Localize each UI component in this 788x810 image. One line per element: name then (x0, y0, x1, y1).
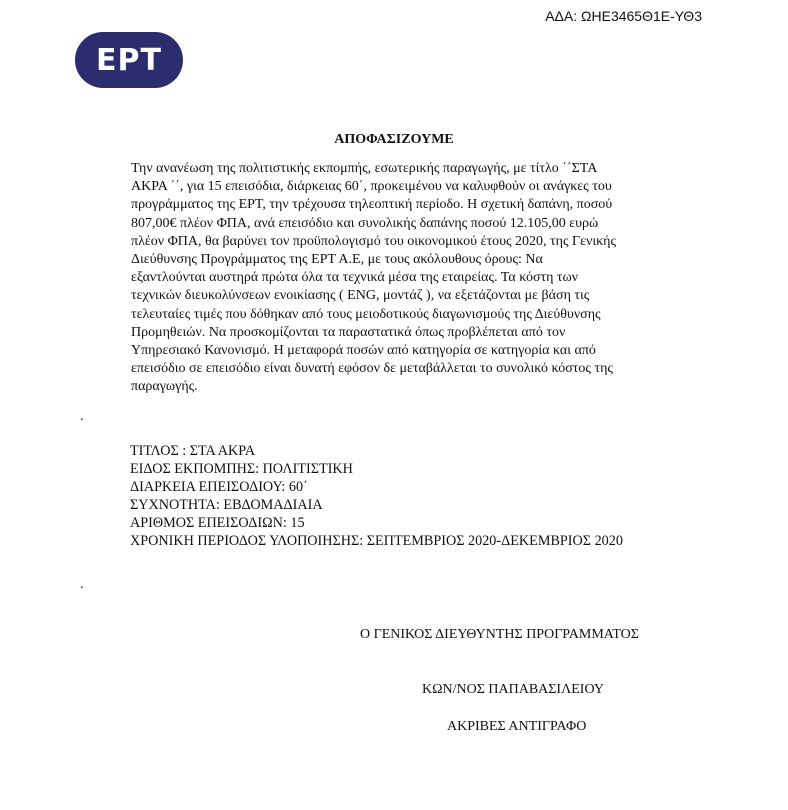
detail-episode-count: ΑΡΙΘΜΟΣ ΕΠΕΙΣΟΔΙΩΝ: 15 (130, 515, 305, 532)
decision-heading: ΑΠΟΦΑΣΙΖΟΥΜΕ (334, 132, 454, 147)
decision-body (131, 160, 696, 397)
body-line: 807,00€ πλέον ΦΠΑ, ανά επεισόδιο και συνολικής δαπάνης ποσού 12.105,00 ευρώ (131, 215, 599, 231)
separator-dot: . (80, 409, 84, 424)
body-line: επεισόδιο σε επεισόδιο είναι δυνατή εφόσον δε μεταβάλλεται το συνολικό κόστος της (131, 361, 613, 377)
ada-reference: ΑΔΑ: ΩΗΕ3465Θ1Ε-ΥΘ3 (545, 8, 702, 24)
detail-period: ΧΡΟΝΙΚΗ ΠΕΡΙΟΔΟΣ ΥΛΟΠΟΙΗΣΗΣ: ΣΕΠΤΕΜΒΡΙΟΣ 2020-ΔΕΚΕΜΒΡΙΟΣ 2020 (130, 533, 623, 550)
body-line: εξαντλούνται αυστηρά πρώτα όλα τα τεχνικά μέσα της εταιρείας. Τα κόστη των (131, 270, 579, 286)
body-line: ΑΚΡΑ ΄΄, για 15 επεισόδια, διάρκειας 60΄, προκειμένου να καλυφθούν οι ανάγκες του (131, 179, 612, 195)
body-line: τελευταίες τιμές που δόθηκαν από τους μειοδοτικούς διαγωνισμούς της Διεύθυνσης (131, 306, 601, 322)
detail-genre: ΕΙΔΟΣ ΕΚΠΟΜΠΗΣ: ΠΟΛΙΤΙΣΤΙΚΗ (130, 461, 353, 478)
body-line: Προμηθειών. Να προσκομίζονται τα παραστατικά όπως προβλέπεται από τον (131, 324, 566, 340)
detail-duration: ΔΙΑΡΚΕΙΑ ΕΠΕΙΣΟΔΙΟΥ: 60΄ (130, 479, 308, 496)
ert-logo (75, 32, 183, 88)
body-line: προγράμματος της ΕΡΤ, την τρέχουσα τηλεοπτική περίοδο. Η σχετική δαπάνη, ποσού (131, 197, 613, 213)
detail-frequency: ΣΥΧΝΟΤΗΤΑ: ΕΒΔΟΜΑΔΙΑΙΑ (130, 497, 323, 514)
ert-logo-text: ΕΡΤ (96, 42, 162, 78)
body-line: πλέον ΦΠΑ, θα βαρύνει τον προϋπολογισμό του οικονομικού έτους 2020, της Γενικής (131, 233, 617, 249)
separator-dot: . (80, 577, 84, 592)
body-line: Διεύθυνσης Προγράμματος της ΕΡΤ Α.Ε, με τους ακόλουθους όρους: Να (131, 252, 543, 268)
body-line: Την ανανέωση της πολιτιστικής εκπομπής, εσωτερικής παραγωγής, με τίτλο ΄΄ΣΤΑ (131, 161, 598, 176)
detail-title: ΤΙΤΛΟΣ : ΣΤΑ ΑΚΡΑ (130, 443, 256, 459)
true-copy-note: ΑΚΡΙΒΕΣ ΑΝΤΙΓΡΑΦΟ (447, 719, 587, 734)
body-line: Υπηρεσιακό Κανονισμό. Η μεταφορά ποσών από κατηγορία σε κατηγορία και από (131, 343, 596, 359)
body-line: τεχνικών διευκολύνσεων ενοικίασης ( ENG, μοντάζ ), να εξετάζονται με βάση τις (131, 288, 590, 304)
signatory-name: ΚΩΝ/ΝΟΣ ΠΑΠΑΒΑΣΙΛΕΙΟΥ (422, 682, 604, 697)
program-details (130, 442, 623, 551)
body-line: παραγωγής. (131, 379, 198, 395)
signatory-title: Ο ΓΕΝΙΚΟΣ ΔΙΕΥΘΥΝΤΗΣ ΠΡΟΓΡΑΜΜΑΤΟΣ (360, 627, 639, 642)
